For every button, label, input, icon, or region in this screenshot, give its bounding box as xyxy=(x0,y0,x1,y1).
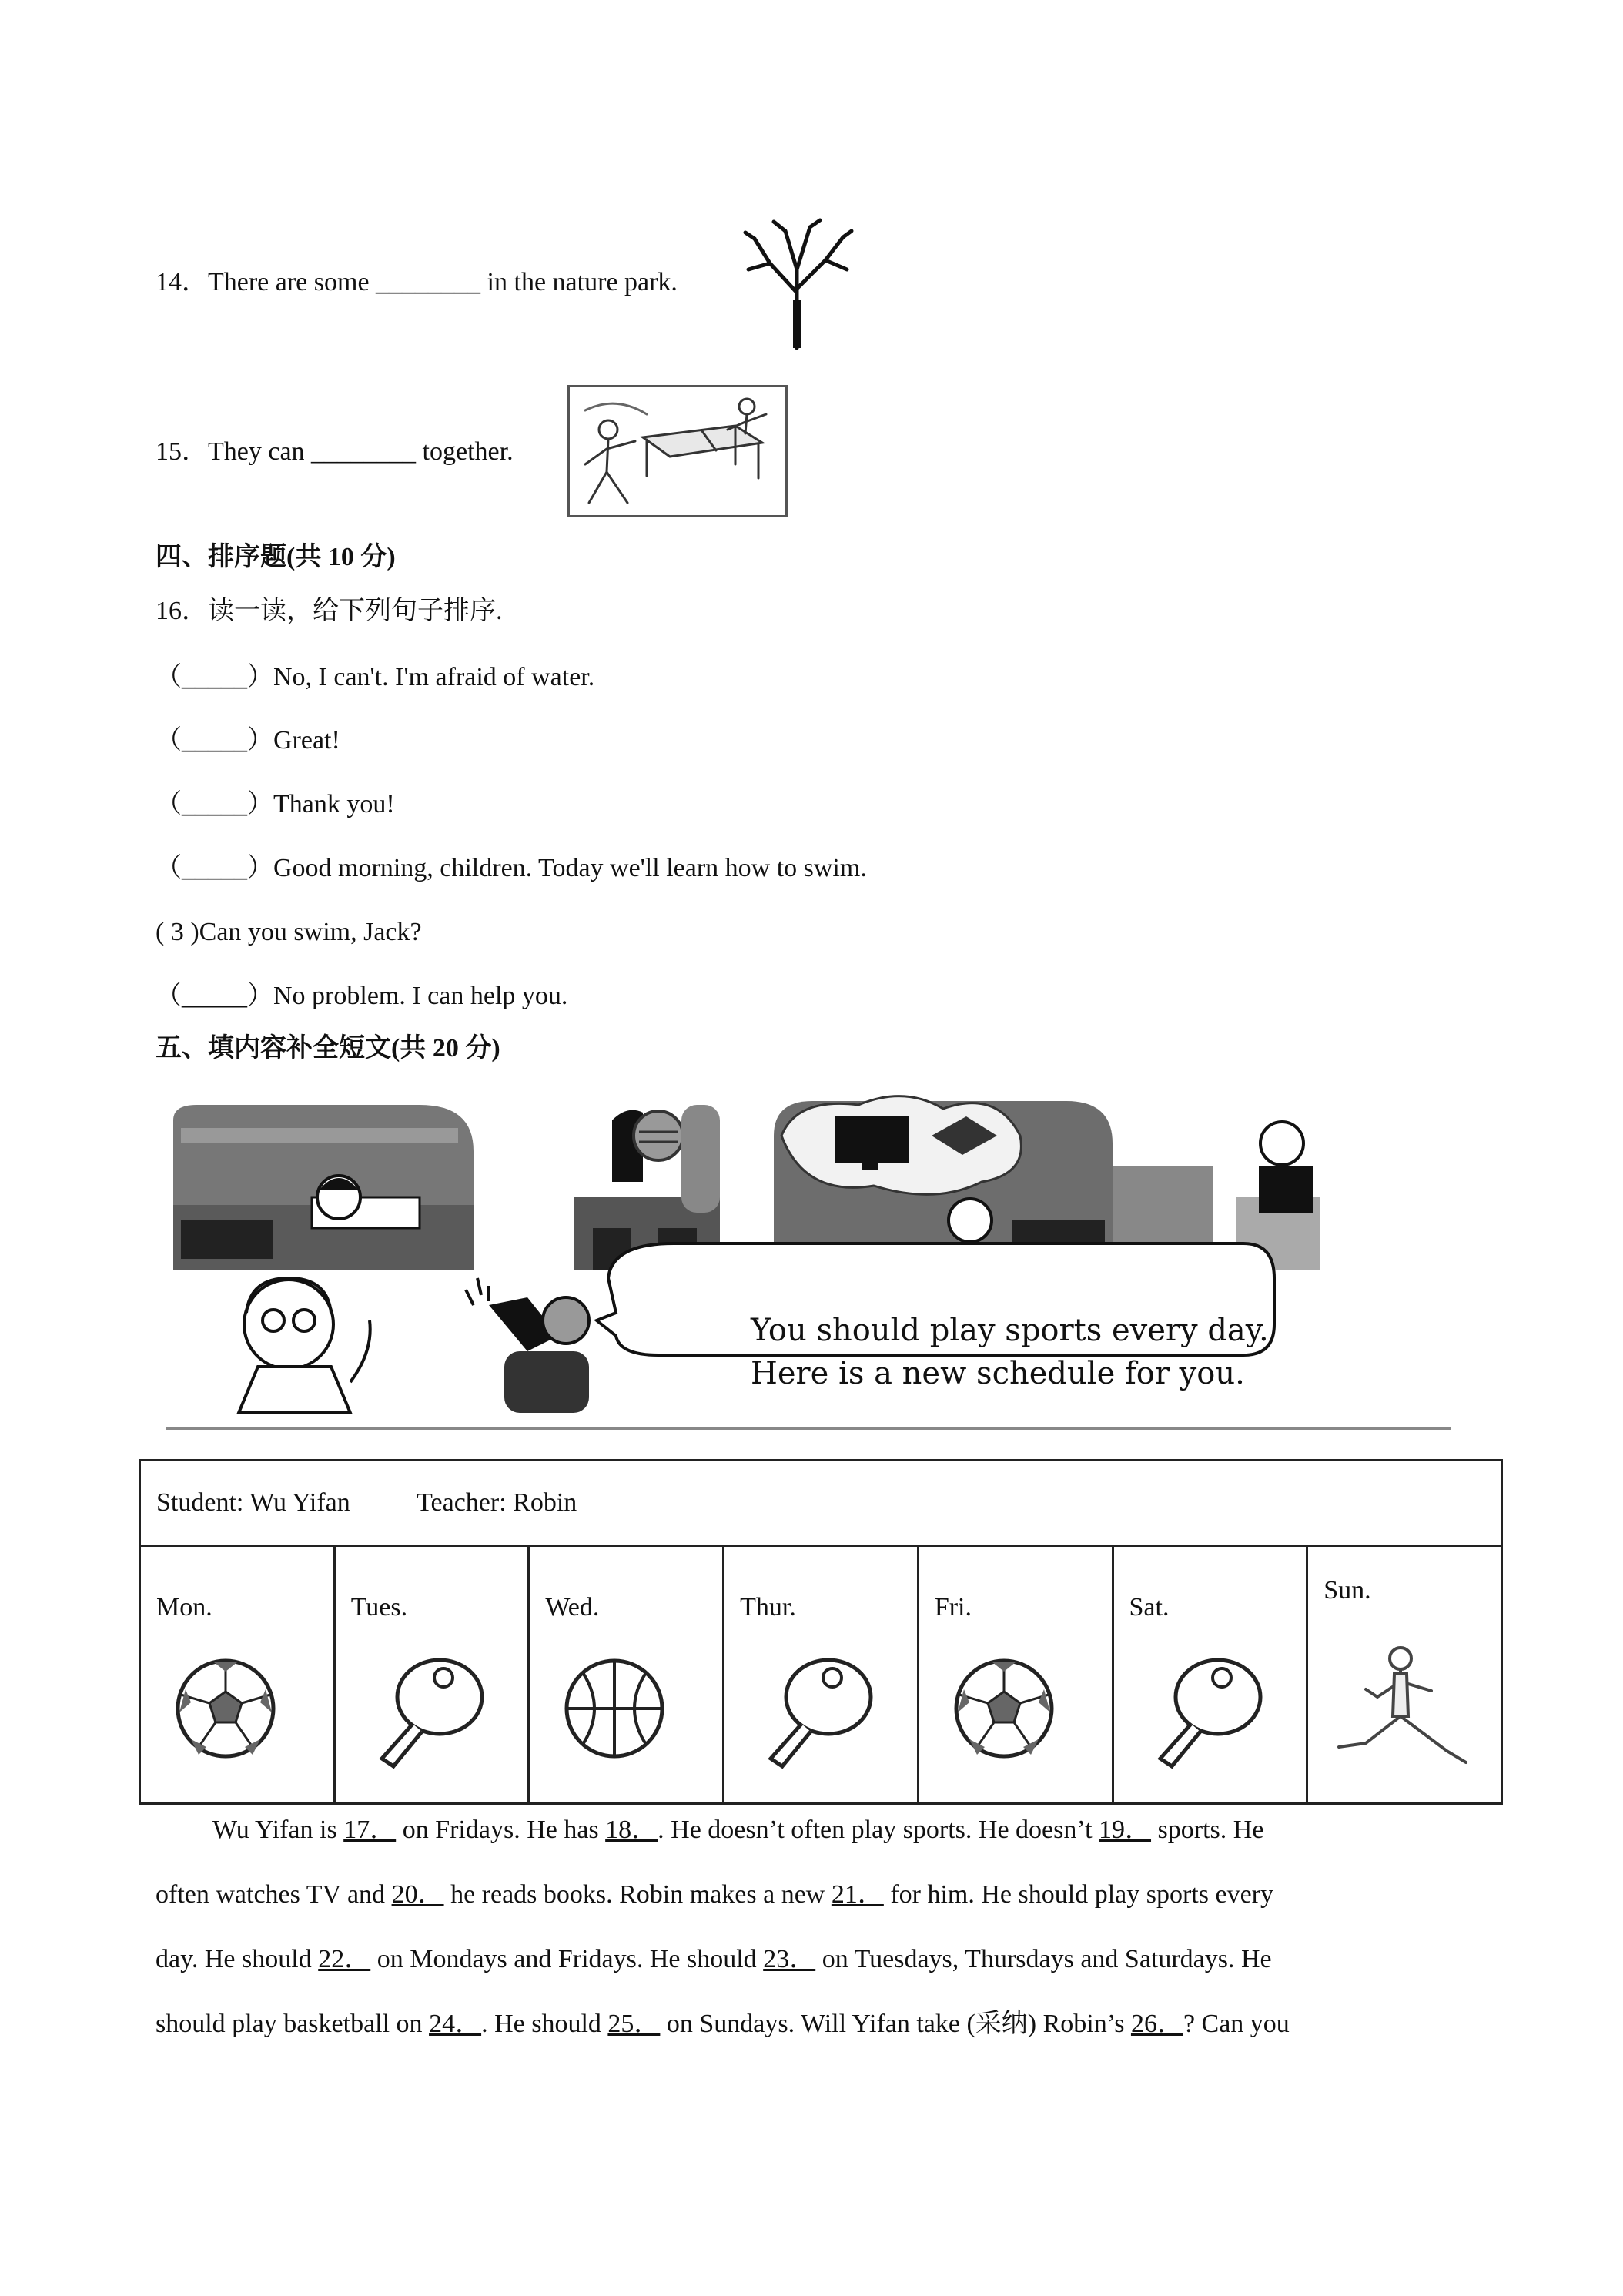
blank-25[interactable]: 25． xyxy=(607,2010,661,2038)
schedule-day-tues: Tues. xyxy=(334,1546,529,1804)
schedule-day-sun: Sun. xyxy=(1307,1546,1502,1804)
blank-20[interactable]: 20． xyxy=(391,1880,444,1909)
ordering-blank[interactable]: （_____） xyxy=(156,982,273,1010)
ordering-item: （_____）No, I can't. I'm afraid of water. xyxy=(156,663,595,691)
passage xyxy=(156,1798,1380,2057)
blank-18[interactable]: 18． xyxy=(605,1816,658,1844)
ordering-item: ( 3 )Can you swim, Jack? xyxy=(156,918,422,946)
blank-14[interactable]: ________ xyxy=(376,268,481,296)
passage-line-2: often watches TV and 20． he reads books. Robin makes a new 21． for him. He should play sports every xyxy=(156,1880,1273,1909)
blank-26[interactable]: 26． xyxy=(1130,2010,1183,2038)
tai-chi-icon xyxy=(1323,1643,1477,1774)
schedule-day-thur: Thur. xyxy=(724,1546,919,1804)
ping-pong-paddle-icon xyxy=(1145,1655,1268,1770)
ping-pong-paddle-icon xyxy=(755,1655,878,1770)
blank-19[interactable]: 19． xyxy=(1099,1816,1152,1844)
question-14: 14．There are some ________ in the nature park. xyxy=(156,268,678,296)
blank-15[interactable]: ________ xyxy=(311,437,417,466)
ordering-blank[interactable]: （_____） xyxy=(156,854,273,882)
ordering-blank[interactable]: （_____） xyxy=(156,663,273,691)
ordering-blank[interactable]: （_____） xyxy=(156,726,273,755)
speech-bubble-text: You should play sports every day. Here is a new schedule for you. xyxy=(751,1313,1269,1391)
ordering-item: （_____）Thank you! xyxy=(156,790,395,818)
schedule-header xyxy=(140,1461,1502,1546)
ping-pong-paddle-icon xyxy=(366,1655,490,1770)
blank-24[interactable]: 24． xyxy=(429,2010,482,2038)
section-4-title: 四、排序题(共 10 分) xyxy=(156,543,396,571)
passage-line-4: should play basketball on 24．. He should 25． on Sundays. Will Yifan take (采纳) Robin’s 26．? Can you xyxy=(156,2010,1290,2038)
schedule-day-mon: Mon. xyxy=(140,1546,335,1804)
section-5-title: 五、填内容补全短文(共 20 分) xyxy=(156,1034,500,1063)
tree-icon xyxy=(739,216,855,350)
question-15: 15．They can ________ together. xyxy=(156,437,514,466)
student-name: Student: Wu Yifan xyxy=(156,1488,350,1517)
ordering-item: （_____）No problem. I can help you. xyxy=(156,982,568,1010)
soccer-ball-icon xyxy=(172,1655,279,1762)
ordering-item: （_____）Good morning, children. Today we'll learn how to swim. xyxy=(156,854,867,882)
schedule-day-fri: Fri. xyxy=(918,1546,1113,1804)
blank-17[interactable]: 17． xyxy=(343,1816,397,1844)
ordering-blank[interactable]: （_____） xyxy=(156,790,273,818)
ping-pong-players-picture xyxy=(567,385,788,517)
schedule-day-wed: Wed. xyxy=(529,1546,724,1804)
blank-23[interactable]: 23． xyxy=(763,1945,816,1973)
teacher-name: Teacher: Robin xyxy=(417,1488,577,1517)
schedule-table xyxy=(139,1459,1503,1805)
blank-22[interactable]: 22． xyxy=(318,1945,371,1973)
ordering-blank: ( 3 ) xyxy=(156,918,199,946)
question-16-instruction: 16．读一读，给下列句子排序. xyxy=(156,597,503,625)
blank-21[interactable]: 21． xyxy=(831,1880,884,1909)
schedule-day-sat: Sat. xyxy=(1113,1546,1307,1804)
soccer-ball-icon xyxy=(950,1655,1058,1762)
comic-panel-sofa xyxy=(173,1105,474,1270)
basketball-icon xyxy=(561,1655,668,1762)
passage-line-1: Wu Yifan is 17． on Fridays. He has 18．. He doesn’t often play sports. He doesn’t 19． sports. He xyxy=(212,1816,1264,1844)
ordering-item: （_____）Great! xyxy=(156,726,340,755)
passage-line-3: day. He should 22． on Mondays and Fridays. He should 23． on Tuesdays, Thursdays and Saturdays. He xyxy=(156,1945,1272,1973)
